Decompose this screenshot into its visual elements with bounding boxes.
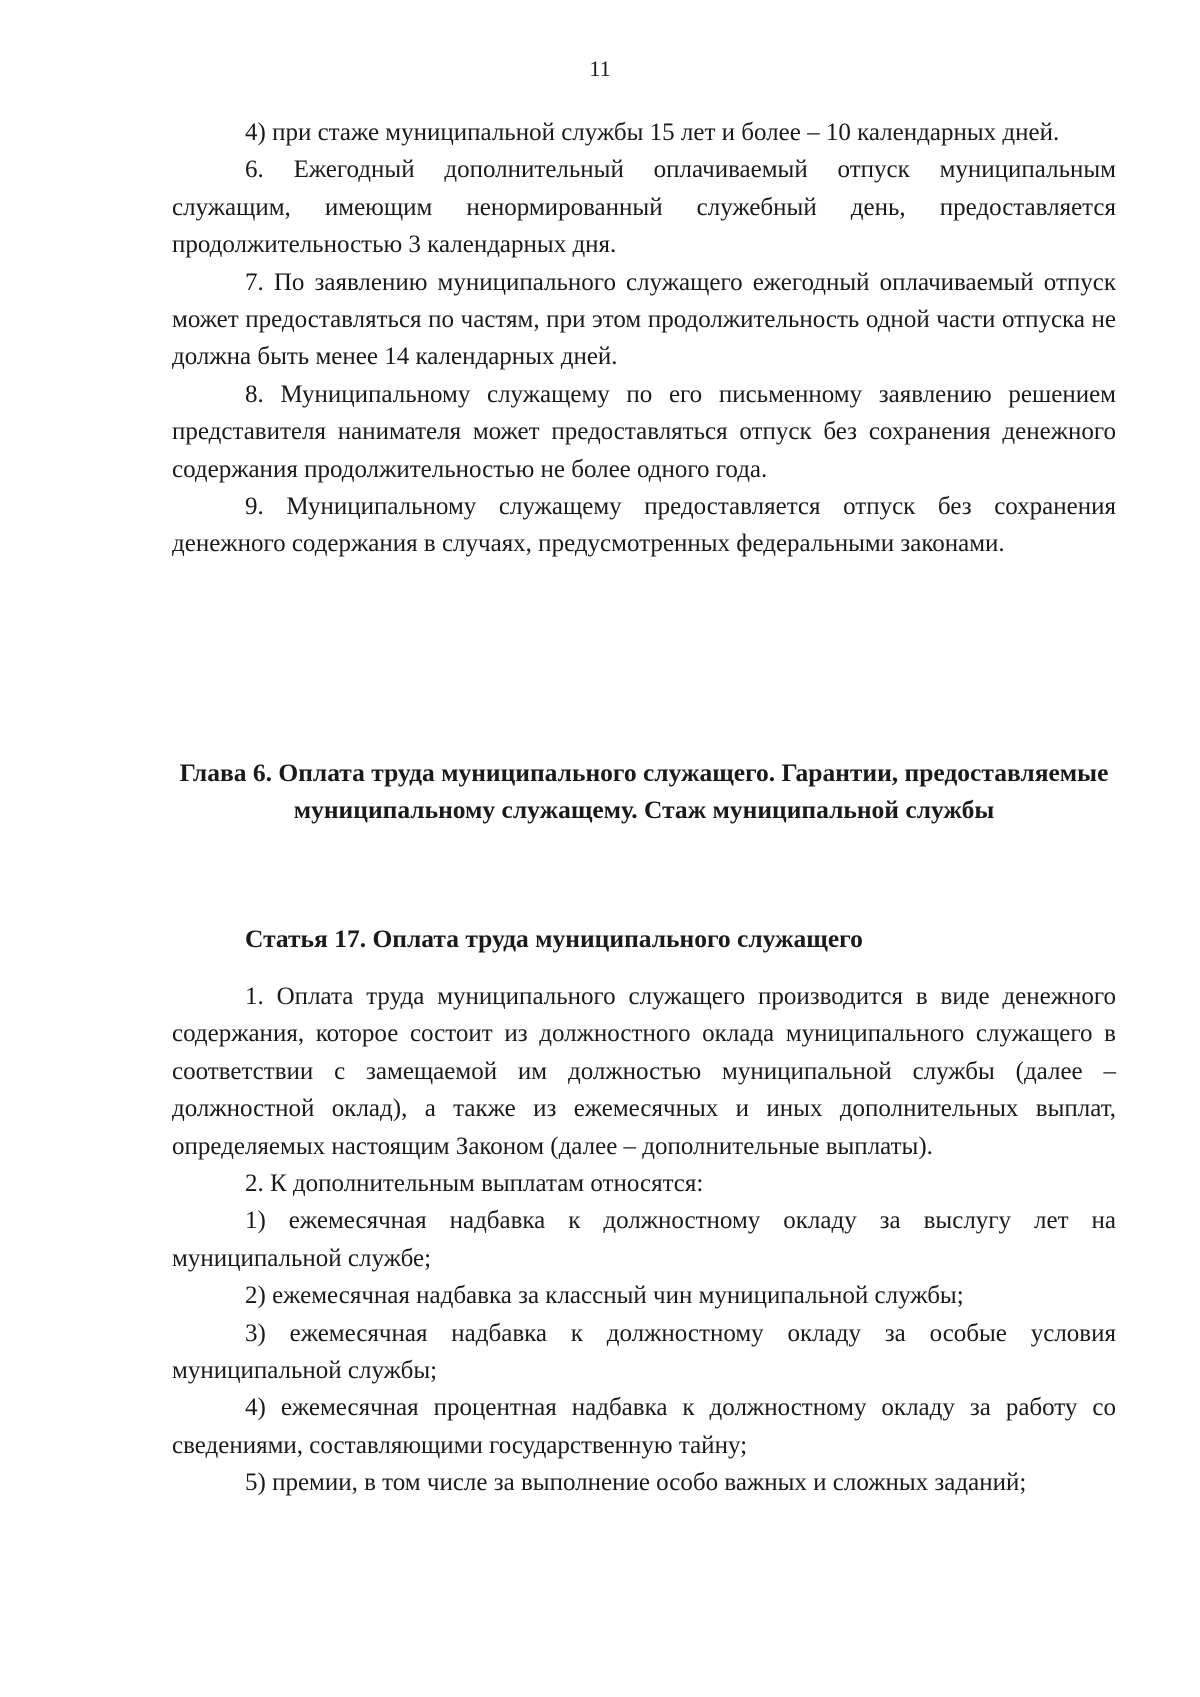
list-item-2-class-rank-bonus: 2) ежемесячная надбавка за классный чин муниципальной службы; [245,1282,964,1310]
list-item-4-state-secret-bonus: 4) ежемесячная процентная надбавка к должностному окладу за работу со сведениями, составляющими государственную тайну; [172,1394,1116,1459]
list-item-5-premiums: 5) премии, в том числе за выполнение особо важных и сложных заданий; [245,1469,1027,1497]
paragraph-9-unpaid-leave-federal: 9. Муниципальному служащему предоставляется отпуск без сохранения денежного содержания в случаях, предусмотренных федеральными законами. [172,493,1116,558]
body-text-block-1 [172,114,1116,563]
paragraph-6-additional-leave: 6. Ежегодный дополнительный оплачиваемый отпуск муниципальным служащим, имеющим ненормированный служебный день, предоставляется продолжительностью 3 календарных дня. [172,156,1116,259]
paragraph-7-leave-in-parts: 7. По заявлению муниципального служащего ежегодный оплачиваемый отпуск может предоставляться по частям, при этом продолжительность одной части отпуска не должна быть менее 14 календарных дней. [172,268,1116,371]
paragraph-2-additional-payments: 2. К дополнительным выплатам относятся: [245,1170,704,1198]
list-item-3-special-conditions-bonus: 3) ежемесячная надбавка к должностному окладу за особые условия муниципальной службы; [172,1319,1116,1385]
paragraph-8-unpaid-leave-request: 8. Муниципальному служащему по его письменному заявлению решением представителя нанимателя может предоставляться отпуск без сохранения денежного содержания продолжительностью не более одного года. [172,380,1116,483]
body-text-block-2 [172,978,1116,1502]
page-number: 11 [589,56,611,81]
article-heading: Статья 17. Оплата труда муниципального служащего [245,924,863,953]
list-item-1-seniority-bonus: 1) ежемесячная надбавка к должностному окладу за выслугу лет на муниципальной службе; [172,1207,1116,1272]
paragraph-item-4-10-days: 4) при стаже муниципальной службы 15 лет и более – 10 календарных дней. [245,119,1060,146]
chapter-heading: Глава 6. Оплата труда муниципального служащего. Гарантии, предоставляемые муниципальному служащему. Стаж муниципальной службы [179,758,1109,825]
paragraph-1-remuneration: 1. Оплата труда муниципального служащего производится в виде денежного содержания, которое состоит из должностного оклада муниципального служащего в соответствии с замещаемой им должностью муниципальной службы (далее – должностной оклад), а также из ежемесячных и иных дополнительных выплат, определяемых настоящим Законом (далее – дополнительные выплаты). [172,983,1116,1160]
